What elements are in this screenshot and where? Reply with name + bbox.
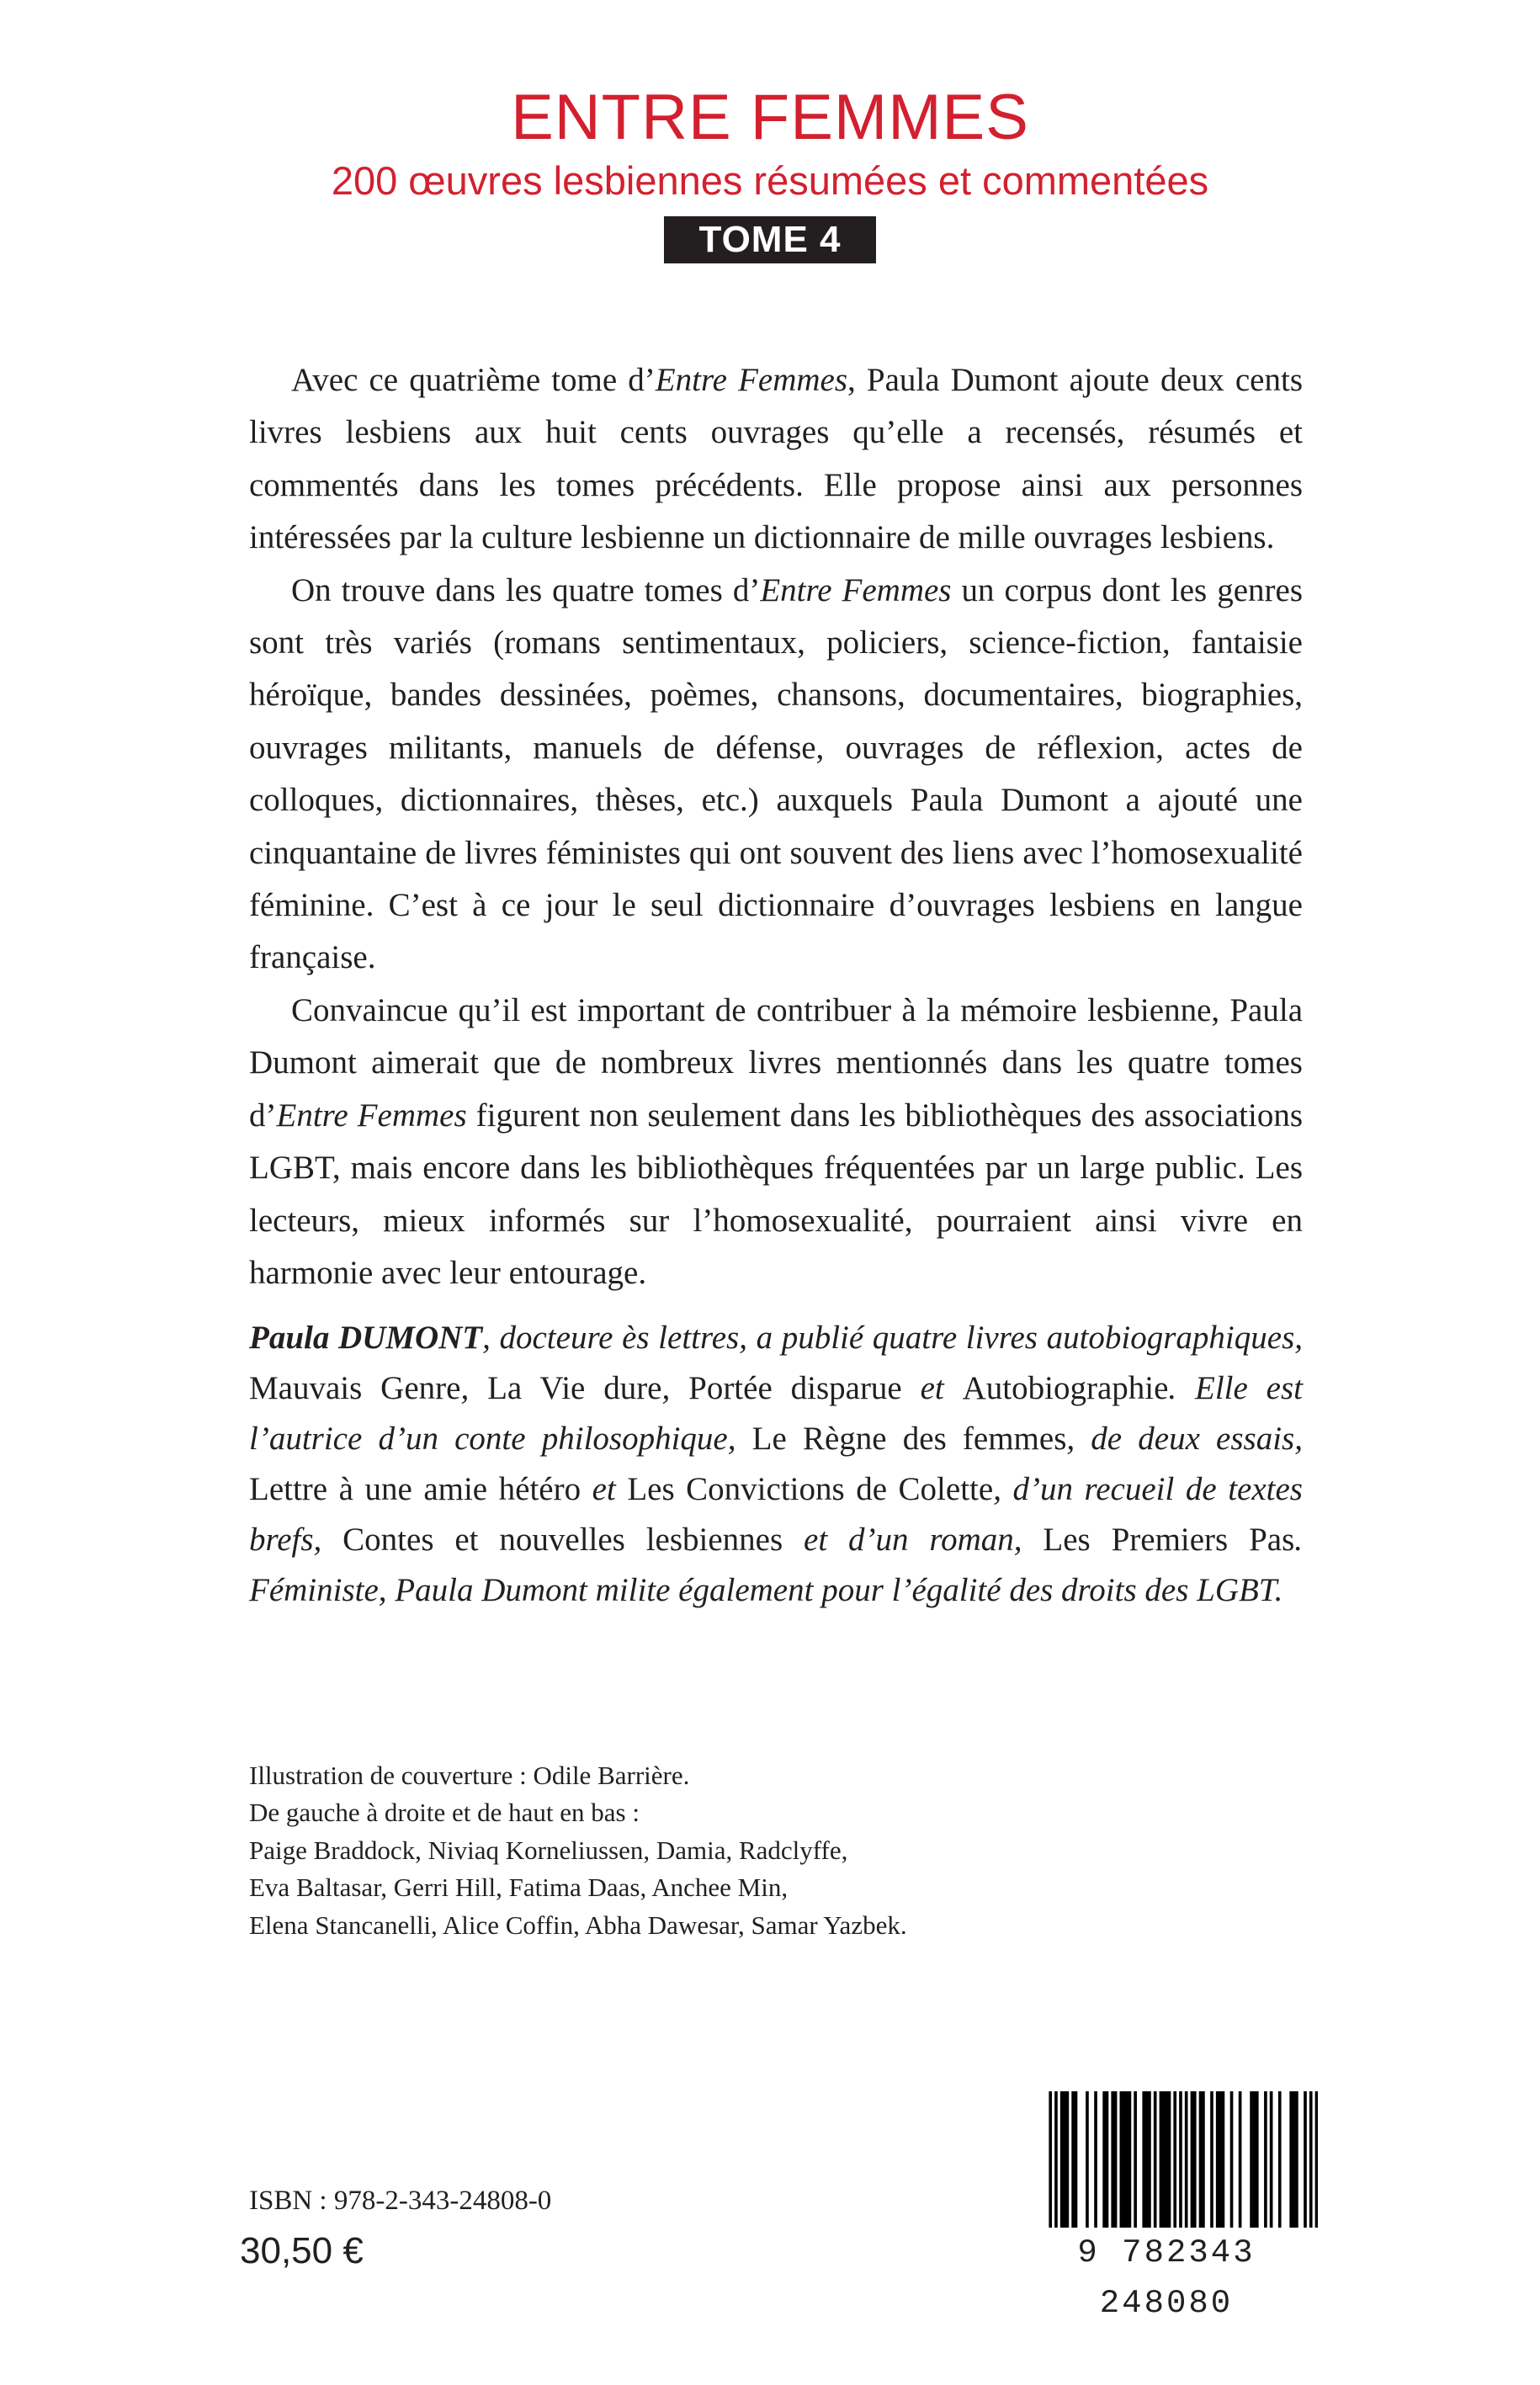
- book-title-ref: Le Règne des femmes: [751, 1421, 1067, 1457]
- barcode-bar: [1142, 2091, 1145, 2233]
- book-title-ref: Les Convictions de Colette: [627, 1471, 994, 1507]
- barcode-bar: [1253, 2091, 1256, 2233]
- barcode-bar: [1111, 2091, 1114, 2233]
- barcode-bar: [1193, 2091, 1197, 2233]
- bio-text: . Féministe, Paula Dumont milite également pour l’égalité des droits des LGBT.: [249, 1522, 1304, 1608]
- barcode-bar: [1075, 2091, 1078, 2233]
- barcode-bar: [1250, 2091, 1253, 2233]
- barcode-bar: [1210, 2091, 1213, 2233]
- bio-text: et d’un roman,: [783, 1522, 1043, 1558]
- barcode-bar: [1278, 2091, 1282, 2233]
- barcode-bar: [1066, 2091, 1070, 2233]
- barcode-bar: [1304, 2091, 1307, 2233]
- credit-line: Paige Braddock, Niviaq Korneliussen, Damia, Radclyffe,: [249, 1835, 848, 1865]
- book-subtitle: 200 œuvres lesbiennes résumées et commentées: [331, 158, 1209, 203]
- credit-line: Elena Stancanelli, Alice Coffin, Abha Dawesar, Samar Yazbek.: [249, 1910, 907, 1940]
- barcode-bar: [1145, 2091, 1149, 2233]
- summary-text-span: un corpus dont les genres sont très variés (romans sentimentaux, policiers, science-fiction, fantaisie héroïque, bandes dessinées, poèmes, chansons, documentaires, biographies, ouvrages militants, manuels de défense, ouvrages de réflexion, actes de colloques, dictionnaires, thèses, etc.) auxquels Paula Dumont a ajouté une cinquantaine de livres féministes qui ont souvent des liens avec l’homosexualité féminine. C’est à ce jour le seul dictionnaire d’ouvrages lesbiens en langue française.: [249, 571, 1303, 976]
- barcode-bar: [1239, 2091, 1242, 2233]
- book-title: ENTRE FEMMES: [511, 82, 1029, 153]
- barcode-bar: [1086, 2091, 1089, 2233]
- summary-text-span: figurent non seulement dans les bibliothèques des associations LGBT, mais encore dans les bibliothèques fréquentées par un large public. Les lecteurs, mieux informés sur l’homosexualité, pourraient ainsi vivre en harmonie avec leur entourage.: [249, 1097, 1303, 1291]
- bio-text: ,: [661, 1370, 689, 1406]
- cover-header: [0, 80, 1540, 263]
- price-label: 30,50 €: [240, 2230, 364, 2271]
- barcode-bar: [1160, 2091, 1163, 2233]
- barcode-bar: [1216, 2091, 1219, 2233]
- barcode-bar: [1071, 2091, 1075, 2233]
- barcode-bar: [1148, 2091, 1151, 2233]
- book-title-ref: Portée disparue: [688, 1370, 902, 1406]
- barcode-bar: [1199, 2091, 1203, 2233]
- barcode-bar: [1125, 2091, 1128, 2233]
- bio-text: et: [901, 1370, 963, 1406]
- barcode-bar: [1173, 2091, 1176, 2233]
- author-bio: [249, 1313, 1303, 1616]
- book-title-ref: La Vie dure: [487, 1370, 662, 1406]
- barcode-bar: [1123, 2091, 1126, 2233]
- barcode-bar: [1154, 2091, 1157, 2233]
- barcode-bar: [1222, 2091, 1225, 2233]
- barcode-bar: [1270, 2091, 1273, 2233]
- barcode-bar: [1128, 2091, 1132, 2233]
- barcode-bar: [1165, 2091, 1168, 2233]
- illustration-credits: [249, 1757, 1175, 1944]
- bio-text: , de deux essais,: [1066, 1421, 1303, 1457]
- book-title-ref: Autobiographie: [962, 1370, 1169, 1406]
- barcode-bar: [1102, 2091, 1106, 2233]
- bio-text: , d’un recueil de textes brefs,: [249, 1471, 1303, 1558]
- barcode-bar: [1063, 2091, 1066, 2233]
- isbn-number: ISBN : 978-2-343-24808-0: [249, 2186, 552, 2216]
- book-title-ref: Contes et nouvelles lesbiennes: [343, 1522, 783, 1558]
- summary-paragraph-3: [249, 985, 1303, 1299]
- barcode-bar: [1191, 2091, 1194, 2233]
- barcode-bar: [1256, 2091, 1259, 2233]
- barcode-bar: [1168, 2091, 1171, 2233]
- summary-text-span: On trouve dans les quatre tomes d’: [291, 571, 761, 608]
- credit-line: Eva Baltasar, Gerri Hill, Fatima Daas, Anchee Min,: [249, 1872, 789, 1903]
- bio-text: . Elle est l’autrice d’un conte philosophique,: [249, 1370, 1304, 1457]
- title-italic: Entre Femmes: [276, 1097, 467, 1134]
- barcode-bar: [1295, 2091, 1298, 2233]
- title-italic: Entre Femmes: [760, 571, 952, 608]
- barcode-bar: [1114, 2091, 1118, 2233]
- barcode-bar: [1094, 2091, 1097, 2233]
- summary-text-span: Avec ce quatrième tome d’: [291, 362, 656, 398]
- bio-text: ,: [460, 1370, 488, 1406]
- barcode-bar: [1060, 2091, 1064, 2233]
- barcode-bar: [1230, 2091, 1234, 2233]
- book-title-ref: Mauvais Genre: [249, 1370, 461, 1406]
- barcode-bar: [1134, 2091, 1137, 2233]
- bio-text: et: [581, 1471, 628, 1507]
- barcode-bar: [1162, 2091, 1166, 2233]
- summary-paragraph-1: [249, 354, 1303, 565]
- credit-line: De gauche à droite et de haut en bas :: [249, 1798, 640, 1828]
- book-title-ref: Lettre à une amie hétéro: [249, 1471, 581, 1507]
- barcode-bar: [1202, 2091, 1205, 2233]
- volume-badge: TOME 4: [664, 216, 876, 263]
- summary-text: [249, 354, 1303, 1299]
- summary-paragraph-2: [249, 565, 1303, 985]
- barcode-bar: [1119, 2091, 1123, 2233]
- barcode-bar: [1219, 2091, 1222, 2233]
- barcode-bar: [1289, 2091, 1293, 2233]
- barcode-bar: [1106, 2091, 1109, 2233]
- barcode-bar: [1264, 2091, 1267, 2233]
- barcode-digits: 9 782343 248080: [1015, 2228, 1318, 2329]
- book-title-ref: Les Premiers Pas: [1043, 1522, 1295, 1558]
- summary-text-span: Convaincue qu’il est important de contribuer à la mémoire lesbienne, Paula Dumont aimerait que de nombreux livres mentionnés dans les quatre tomes d’: [249, 991, 1303, 1134]
- title-italic: Entre Femmes: [655, 362, 848, 398]
- credit-line: Illustration de couverture : Odile Barrière.: [249, 1761, 690, 1790]
- bio-text: , docteure ès lettres, a publié quatre livres autobiographiques,: [482, 1320, 1303, 1356]
- barcode-bar: [1293, 2091, 1296, 2233]
- summary-text-span: , Paula Dumont ajoute deux cents livres lesbiens aux huit cents ouvrages qu’elle a recensés, résumés et commentés dans les tomes précédents. Elle propose ainsi aux personnes intéressées par la culture lesbienne un dictionnaire de mille ouvrages lesbiens.: [249, 362, 1303, 556]
- author-name: Paula DUMONT: [249, 1320, 483, 1356]
